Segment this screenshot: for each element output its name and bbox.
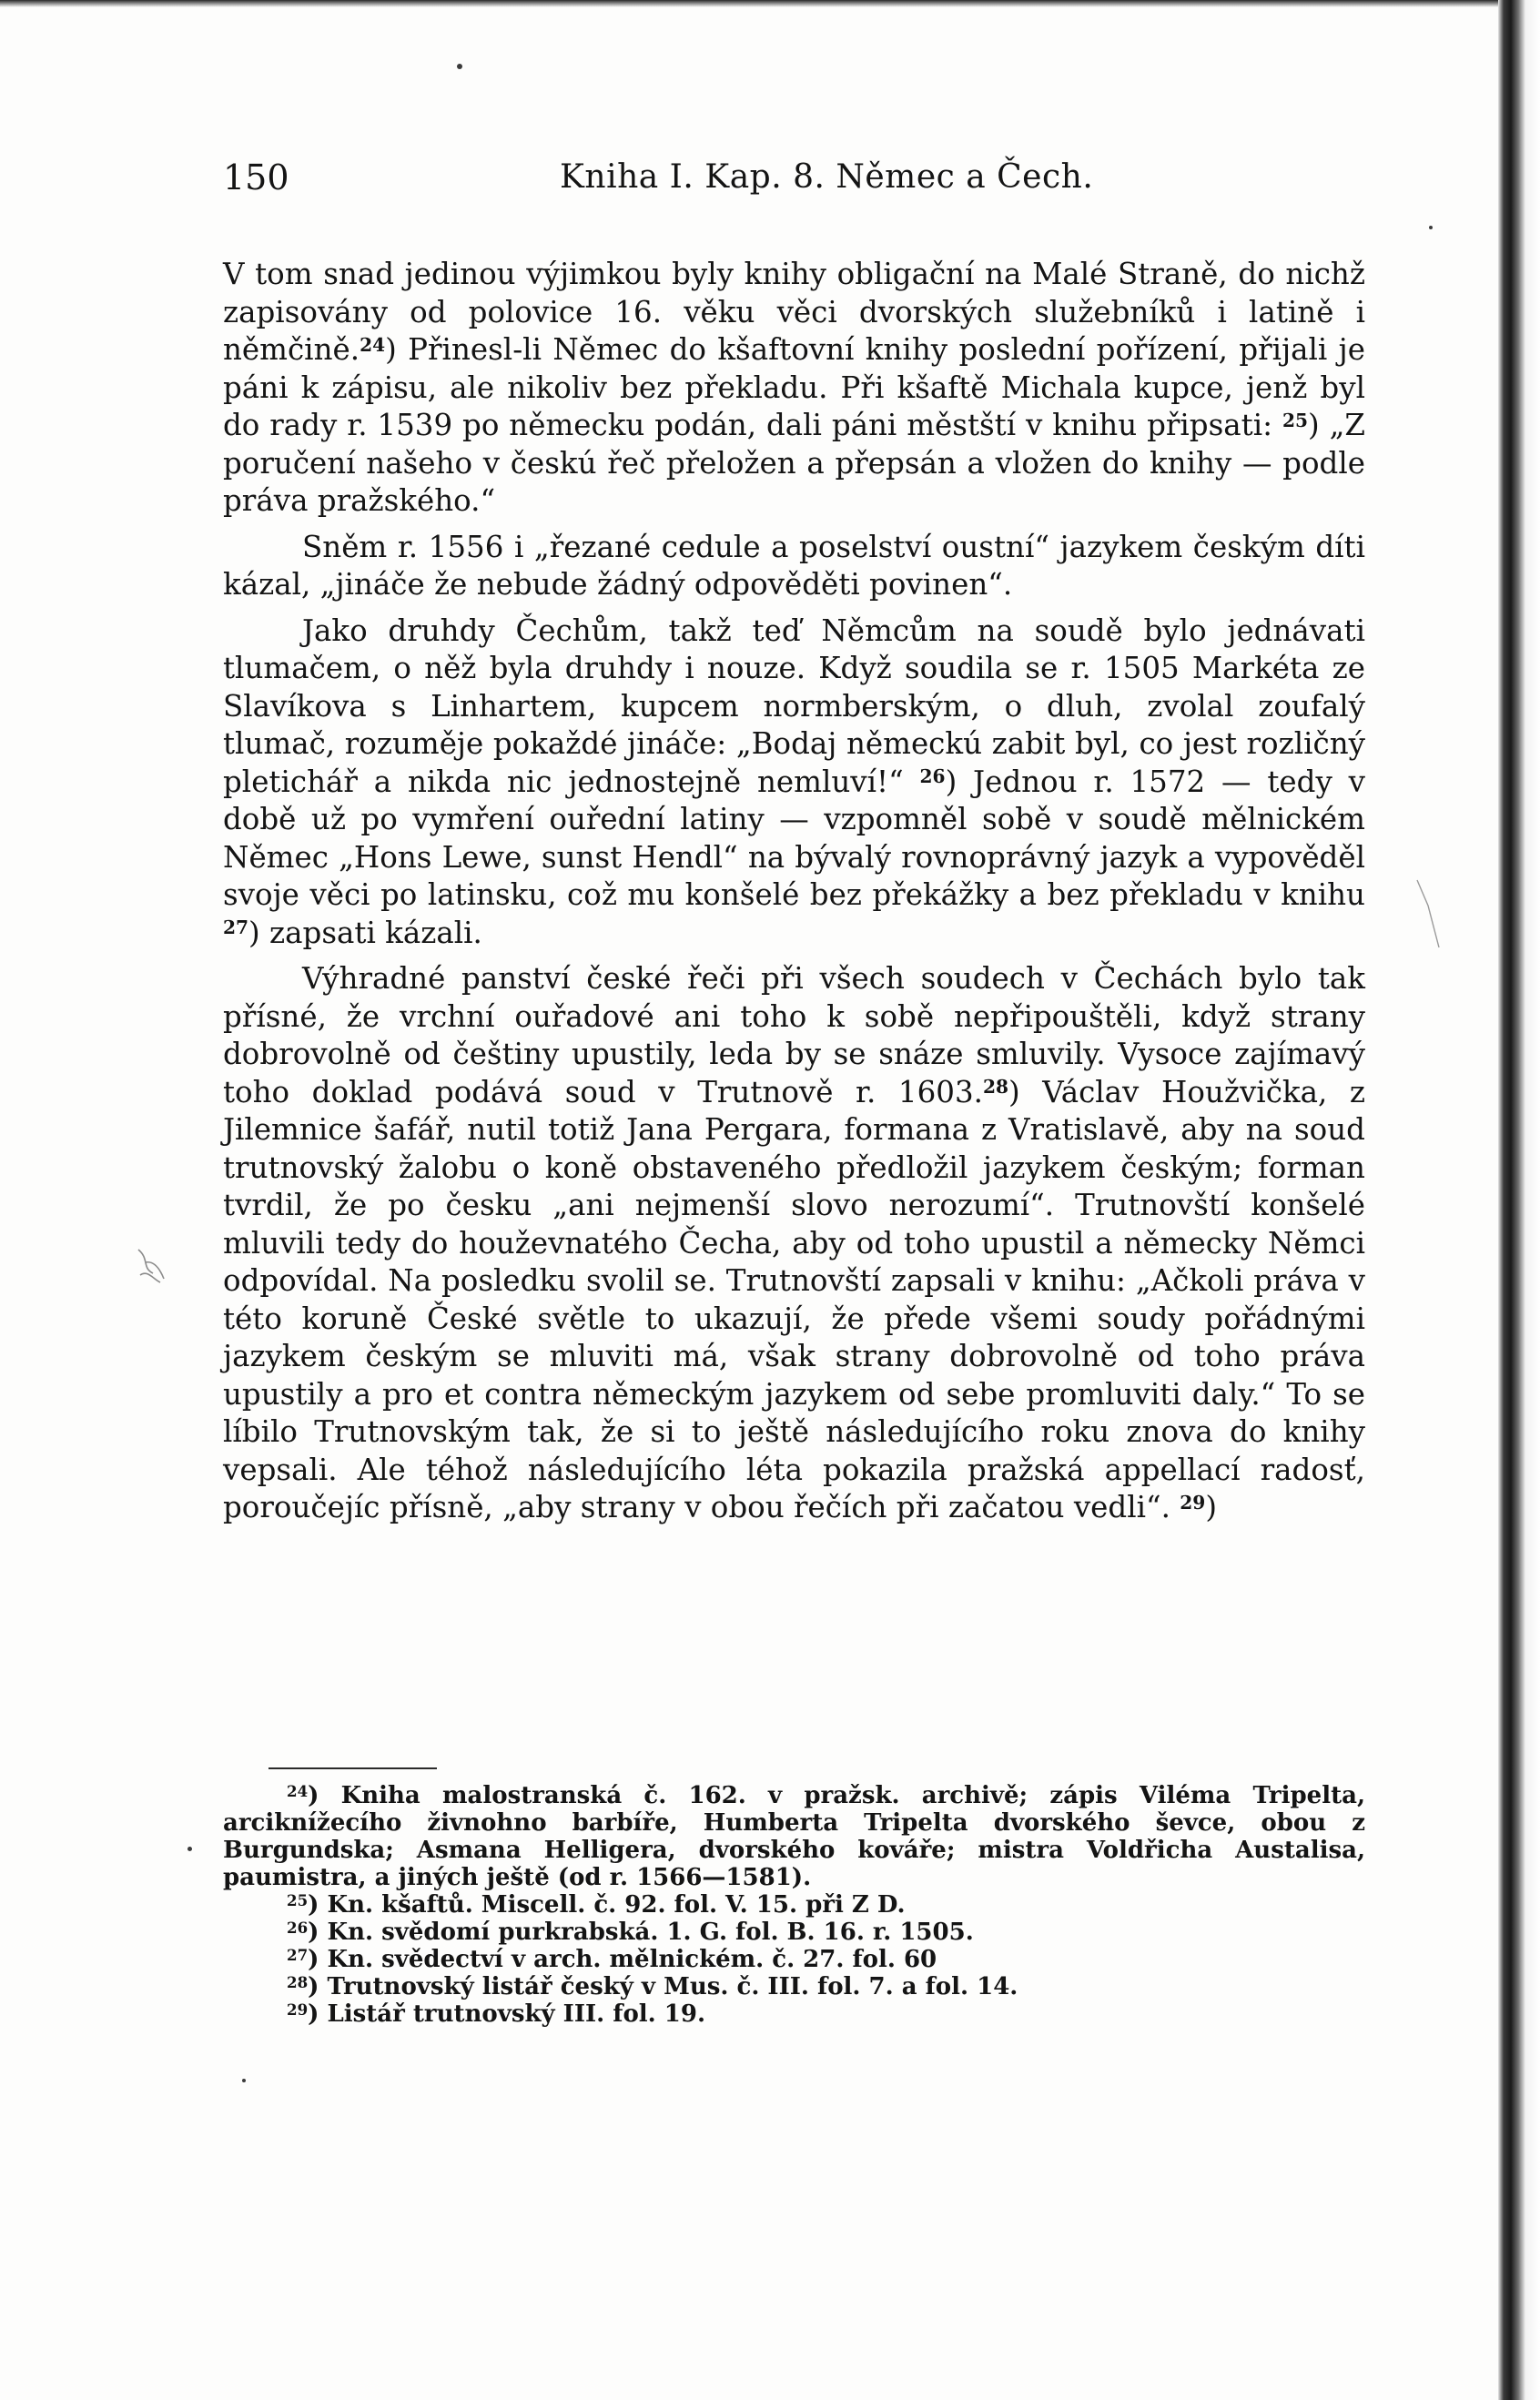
footnote-mark: 25 bbox=[287, 1890, 309, 1909]
text-run: Výhradné panství české řeči při všech soudech v Čechách bylo tak přísné, že vrchní ouřadové ani toho k sobě nepřipouštěli, když strany dobrovolně od češtiny upustily, leda by se snáze smluvily. Vysoce zajímavý toho doklad podává soud v Trutnově r. 1603. bbox=[223, 961, 1365, 1109]
paragraph bbox=[223, 960, 1365, 1527]
footnote-ref[interactable]: 29 bbox=[1180, 1491, 1206, 1514]
scan-speck bbox=[1429, 226, 1433, 229]
footnote-ref[interactable]: 26 bbox=[919, 765, 946, 788]
page-number: 150 bbox=[223, 157, 289, 197]
footnote-mark: 24 bbox=[287, 1781, 309, 1800]
footnote-ref[interactable]: 28 bbox=[982, 1076, 1008, 1099]
footnote-ref[interactable]: 25 bbox=[1282, 409, 1308, 431]
footnote-text: ) Kn. svědectví v arch. mělnickém. č. 27. fol. 60 bbox=[308, 1946, 937, 1973]
main-text bbox=[223, 256, 1365, 1535]
scan-speck bbox=[457, 64, 462, 69]
footnote-text: ) Trutnovský listář český v Mus. č. III. fol. 7. a fol. 14. bbox=[308, 1973, 1018, 2000]
footnote-divider bbox=[268, 1767, 437, 1769]
footnote-mark: 27 bbox=[287, 1945, 309, 1964]
scan-speck bbox=[187, 1847, 192, 1851]
footnote-mark: 26 bbox=[287, 1918, 309, 1937]
footnote-text: ) Kn. kšaftů. Miscell. č. 92. fol. V. 15. při Z D. bbox=[308, 1891, 906, 1919]
footnote-text: ) Kniha malostranská č. 162. v pražsk. archivě; zápis Viléma Tripelta, arciknížecího živnohno barbíře, Humberta Tripelta dvorského ševce, obou z Burgundska; Asmana Helligera, dvorského kováře; mistra Voldřicha Austalisa, paumistra, a jiných ještě (od r. 1566—1581). bbox=[223, 1782, 1365, 1891]
text-run: ) zapsati kázali. bbox=[248, 915, 482, 950]
footnote bbox=[223, 1782, 1365, 1891]
footnotes bbox=[223, 1782, 1365, 2028]
footnote-mark: 29 bbox=[287, 2000, 309, 2019]
text-run: ) Václav Houžvička, z Jilemnice šafář, nutil totiž Jana Pergara, formana z Vratislavě, aby na soud trutnovský žalobu o koně obstaveného předložil jazykem českým; forman tvrdil, že po česku „ani nejmenší slovo nerozumí“. Trutnovští konšelé mluvili tedy do houževnatého Čecha, aby od toho upustil a německy Němci odpovídal. Na posledku svolil se. Trutnovští zapsali v knihu: „Ačkoli práva v této koruně České světle to ukazují, že přede všemi soudy pořádnými jazykem českým se mluviti má, však strany dobrovolně od toho práva upustily a pro et contra německým jazykem od sebe promluviti daly.“ To se líbilo Trutnovským tak, že si to ještě následujícího roku znova do knihy vepsali. Ale téhož následujícího léta pokazila pražská appellací radosť, poroučejíc přísně, „aby strany v obou řečích při začatou vedli“. bbox=[223, 1074, 1365, 1524]
text-run: Sněm r. 1556 i „řezané cedule a poselství oustní“ jazykem českým díti kázal, „jináče že nebude žádný odpověděti povinen“. bbox=[223, 529, 1365, 602]
page-header bbox=[223, 155, 1365, 209]
paragraph bbox=[223, 613, 1365, 953]
text-run: ) Přinesl-li Němec do kšaftovní knihy poslední pořízení, přijali je páni k zápisu, ale nikoliv bez překladu. Při kšaftě Michala kupce, jenž byl do rady r. 1539 po německu podán, dali páni městští v knihu připsati: bbox=[223, 332, 1365, 442]
footnote bbox=[223, 1946, 1365, 1973]
scan-gutter-edge bbox=[1498, 0, 1540, 2400]
margin-scratch-mark bbox=[1415, 878, 1443, 951]
footnote bbox=[223, 1891, 1365, 1919]
text-run: ) „Z poručení našeho v českú řeč přeložen a přepsán a vložen do knihy — podle práva pražského.“ bbox=[223, 408, 1365, 518]
text-run: Jako druhdy Čechům, takž teď Němcům na soudě bylo jednávati tlumačem, o něž byla druhdy i nouze. Když soudila se r. 1505 Markéta ze Slavíkova s Linhartem, kupcem normberským, o dluh, zvolal zoufalý tlumač, rozuměje pokaždé jináče: „Bodaj německú zabit byl, co jest rozličný pletichář a nikda nic jednostejně nemluví!“ bbox=[223, 613, 1365, 799]
footnote-ref[interactable]: 27 bbox=[223, 916, 249, 939]
footnote bbox=[223, 1919, 1365, 1946]
margin-pencil-mark bbox=[133, 1242, 169, 1288]
footnote-text: ) Kn. svědomí purkrabská. 1. G. fol. B. 16. r. 1505. bbox=[308, 1919, 974, 1946]
text-run: V tom snad jedinou výjimkou byly knihy obligační na Malé Straně, do nichž zapisovány od polovice 16. věku věci dvorských služebníků i latině i němčině. bbox=[223, 257, 1365, 367]
scan-speck bbox=[242, 2079, 246, 2082]
paragraph bbox=[223, 529, 1365, 604]
footnote bbox=[223, 1973, 1365, 2000]
footnote-ref[interactable]: 24 bbox=[360, 333, 386, 356]
footnote bbox=[223, 2000, 1365, 2028]
scan-top-edge bbox=[0, 0, 1540, 7]
text-run: ) bbox=[1205, 1490, 1218, 1524]
footnote-text: ) Listář trutnovský III. fol. 19. bbox=[308, 2000, 706, 2028]
running-head: Kniha I. Kap. 8. Němec a Čech. bbox=[560, 158, 1094, 196]
footnote-mark: 28 bbox=[287, 1972, 309, 1991]
paragraph bbox=[223, 256, 1365, 521]
text-run: ) Jednou r. 1572 — tedy v době už po vymření ouřední latiny — vzpomněl sobě v soudě mělnickém Němec „Hons Lewe, sunst Hendl“ na bývalý rovnoprávný jazyk a vypověděl svoje věci po latinsku, což mu konšelé bez překážky a bez překladu v knihu bbox=[223, 764, 1365, 912]
